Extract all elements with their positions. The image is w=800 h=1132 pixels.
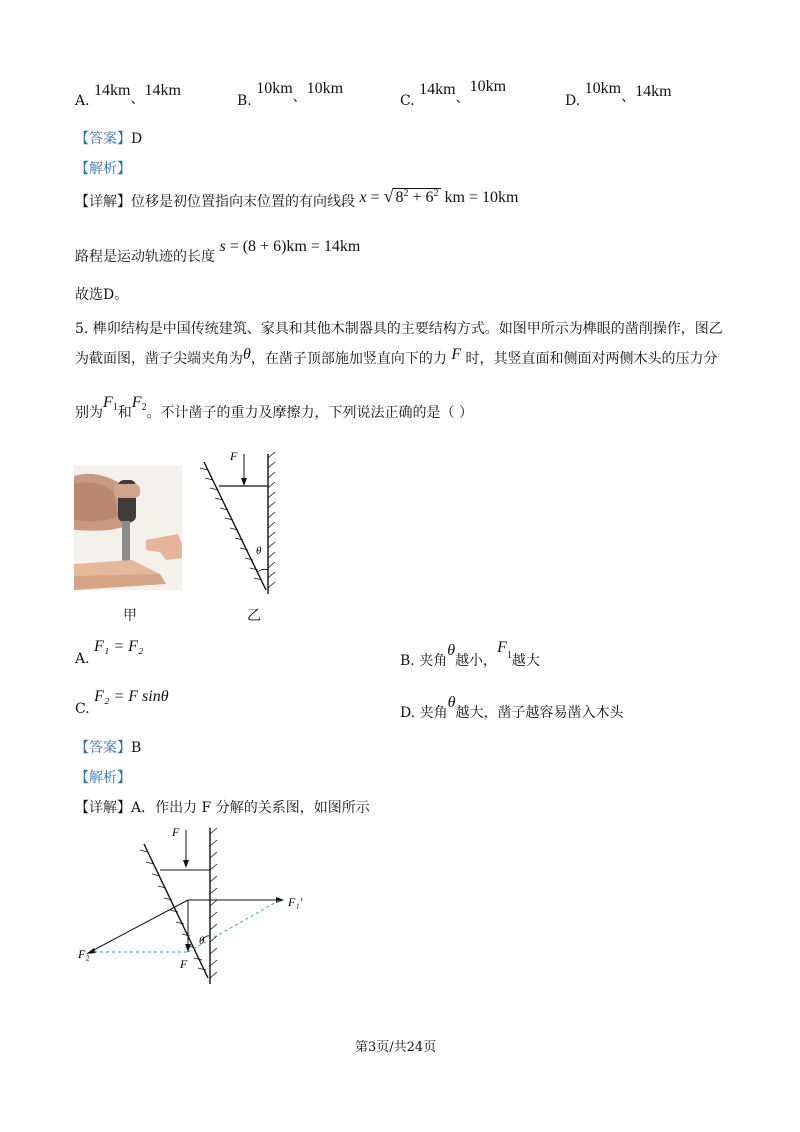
- option-formula: F₁ = F₂: [94, 638, 144, 655]
- angle-label: θ: [199, 935, 205, 947]
- q4-detail-line1: [75, 186, 519, 211]
- option-value: 10km: [256, 80, 293, 97]
- q4-option-a: [75, 80, 181, 109]
- separator: 、: [292, 89, 307, 105]
- option-formula: F₂ = F sinθ: [94, 688, 169, 705]
- displacement-formula: x = √ $8^2 + 6^2$ km = 10km: [359, 186, 519, 206]
- q5-stem-line1: 5. 榫卯结构是中国传统建筑、家具和其他木制器具的主要结构方式。如图甲所示为榫眼的凿削操作，图乙: [75, 321, 723, 337]
- q4-option-d: [565, 78, 672, 109]
- q4-detail-line2: [75, 236, 361, 265]
- q5-option-a: A. F₁ = F₂: [75, 638, 144, 667]
- q5-option-d: D. 夹角θ越大，凿子越容易凿入木头: [400, 694, 624, 721]
- option-value: 10km: [306, 80, 344, 97]
- q4-option-b: [237, 78, 344, 109]
- option-label: C.: [400, 93, 415, 109]
- detail-text: 路程是运动轨迹的长度: [75, 249, 215, 265]
- answer-tag: 【答案】: [75, 740, 131, 756]
- figure-caption-yi: 乙: [247, 608, 261, 624]
- q5-stem-line2: 为截面图，凿子尖端夹角为θ，在凿子顶部施加竖直向下的力 F 时，其竖直面和侧面对两侧木头的压力分: [75, 346, 718, 367]
- detail-text: 位移是初位置指向末位置的有向线段: [131, 194, 355, 210]
- cross-section-diagram: [198, 448, 288, 598]
- detail-tag: 【详解】: [75, 194, 131, 210]
- q5-option-c: C. F₂ = F sinθ: [75, 688, 169, 717]
- figure-caption-jia: 甲: [123, 608, 137, 624]
- force-f1-label: F₁′: [288, 895, 303, 909]
- q5-analysis-tag: 【解析】: [75, 770, 131, 786]
- separator: 、: [621, 89, 636, 105]
- option-value: 14km: [94, 82, 131, 99]
- q5-answer: [75, 737, 141, 757]
- option-label: A.: [75, 93, 90, 109]
- option-value: 14km: [144, 82, 181, 99]
- q5-stem-line3: 别为$F_1$和$F_2$。不计凿子的重力及摩擦力，下列说法正确的是（ ）: [75, 394, 474, 421]
- answer-tag: 【答案】: [75, 131, 131, 147]
- chisel-photo: [74, 466, 182, 590]
- answer-value: B: [131, 740, 142, 756]
- force-bottom-label: F: [180, 957, 188, 971]
- option-value: 10km: [469, 78, 507, 95]
- force-f2-label: F₂′: [78, 947, 93, 961]
- q4-option-c: [400, 78, 507, 109]
- distance-formula: s = (8 + 6)km = 14km: [219, 238, 361, 255]
- option-label: D.: [565, 93, 581, 109]
- angle-label: θ: [256, 545, 262, 557]
- separator: 、: [130, 91, 145, 107]
- q5-option-b: B. 夹角θ越小，$F_1$越大: [400, 639, 540, 669]
- option-value: 14km: [419, 81, 456, 98]
- force-decomposition-diagram: [76, 822, 316, 988]
- page-footer: 第3页/共24页: [355, 1040, 437, 1055]
- option-value: 10km: [584, 80, 622, 97]
- q4-conclusion: 故选D。: [75, 287, 129, 303]
- separator: 、: [455, 90, 470, 106]
- force-top-label: F: [172, 825, 180, 839]
- q4-answer: [75, 128, 142, 148]
- answer-value: D: [131, 131, 143, 147]
- option-value: 14km: [635, 83, 672, 100]
- force-label: F: [230, 449, 238, 463]
- q5-detail: 【详解】A．作出力 F 分解的关系图，如图所示: [75, 800, 370, 816]
- option-label: B.: [237, 93, 252, 109]
- q4-analysis-tag: 【解析】: [75, 161, 131, 177]
